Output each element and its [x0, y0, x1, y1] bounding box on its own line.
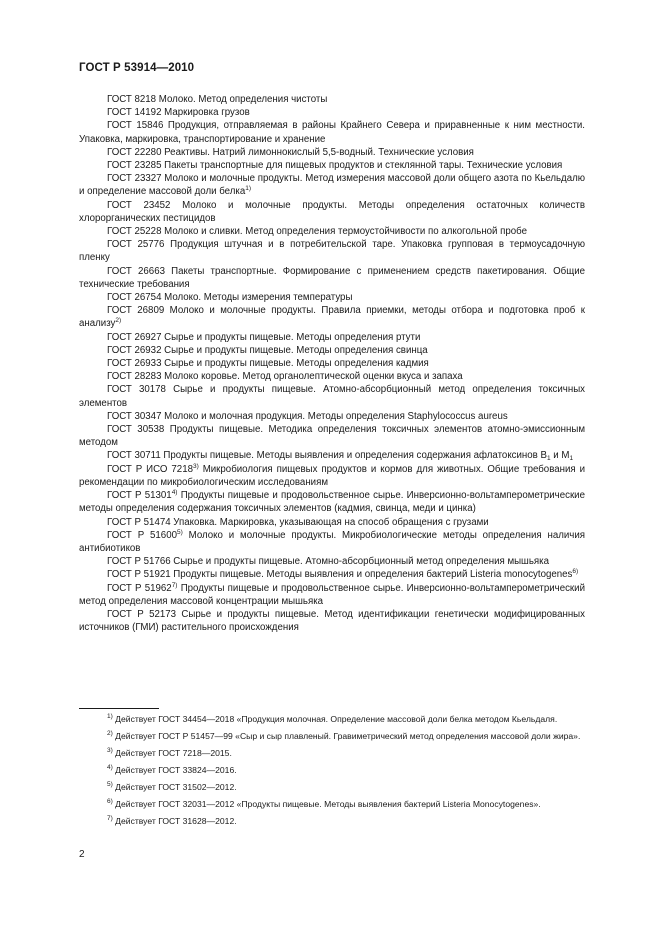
reference-item: ГОСТ Р 51921 Продукты пищевые. Методы выявления и определения бактерий Listeria monocytogenes$^{6)}$	[107, 568, 579, 581]
footnote-mark: 1)	[245, 185, 252, 193]
page-header: ГОСТ Р 53914—2010	[79, 62, 195, 74]
reference-item: ГОСТ 15846 Продукция, отправляемая в районы Крайнего Севера и приравненные к ним местности. Упаковка, маркировка, транспортирование и хранение	[79, 120, 585, 145]
reference-item: ГОСТ 30347 Молоко и молочная продукция. Методы определения Staphylococcus aureus	[107, 410, 508, 422]
footnote-mark: 3)	[192, 462, 199, 470]
reference-item: ГОСТ Р 51766 Сырье и продукты пищевые. Атомно-абсорбционный метод определения мышьяка	[107, 556, 549, 568]
reference-item: ГОСТ 25228 Молоко и сливки. Метод определения термоустойчивости по алкогольной пробе	[107, 226, 528, 238]
reference-item: ГОСТ Р 51474 Упаковка. Маркировка, указывающая на способ обращения с грузами	[107, 516, 489, 528]
reference-item: ГОСТ 26754 Молоко. Методы измерения температуры	[107, 292, 353, 304]
footnote-item: $^{2)}$ Действует ГОСТ Р 51457—99 «Сыр и сыр плавленый. Гравиметрический метод определения массовой доли жира».	[107, 730, 581, 741]
subscript: 1	[546, 455, 551, 463]
footnote-item: $^{5)}$ Действует ГОСТ 31502—2012.	[107, 781, 237, 792]
reference-item: ГОСТ Р 51600$^{5)}$ Молоко и молочные продукты. Микробиологические методы определения наличия антибиотиков	[79, 528, 585, 554]
reference-item: ГОСТ 8218 Молоко. Метод определения чистоты	[107, 94, 328, 105]
footnote-item: $^{3)}$ Действует ГОСТ 7218—2015.	[107, 747, 232, 758]
reference-item: ГОСТ 30711 Продукты пищевые. Методы выявления и определения содержания афлатоксинов $В_1$ и $М_1$	[107, 450, 574, 463]
reference-item: ГОСТ 23285 Пакеты транспортные для пищевых продуктов и стеклянной тары. Технические условия	[107, 160, 563, 172]
reference-item: ГОСТ Р 51301$^{4)}$ Продукты пищевые и продовольственное сырье. Инверсионно-вольтамперометрические методы определения содержания токсичных элементов (кадмия, свинца, меди и цинка)	[79, 489, 585, 515]
footnote-item: $^{1)}$ Действует ГОСТ 34454—2018 «Продукция молочная. Определение массовой доли белка методом Кьельдаля.	[107, 713, 558, 724]
subscript: 1	[569, 455, 574, 463]
footnote-mark: 7)	[171, 581, 178, 589]
footnote-item: $^{4)}$ Действует ГОСТ 33824—2016.	[107, 764, 237, 775]
reference-item: ГОСТ 23327 Молоко и молочные продукты. Метод измерения массовой доли общего азота по Кьельдалю и определение массовой доли белка$^{1)}$	[79, 173, 585, 198]
reference-item: ГОСТ 26663 Пакеты транспортные. Формирование с применением средств пакетирования. Общие технические требования	[79, 265, 585, 290]
footnote-mark: 2)	[115, 317, 122, 325]
reference-item: ГОСТ Р ИСО 7218$^{3)}$ Микробиология пищевых продуктов и кормов для животных. Общие требования и рекомендации по микробиологическим исследованиям	[79, 462, 585, 488]
normative-references-list	[79, 93, 585, 634]
reference-item: ГОСТ 23452 Молоко и молочные продукты. Методы определения остаточных количеств хлорорганических пестицидов	[79, 199, 585, 224]
reference-item: ГОСТ 26932 Сырье и продукты пищевые. Методы определения свинца	[107, 344, 428, 356]
reference-item: ГОСТ 26927 Сырье и продукты пищевые. Методы определения ртути	[107, 331, 421, 343]
footnote-separator	[79, 708, 159, 709]
footnote-item: $^{6)}$ Действует ГОСТ 32031—2012 «Продукты пищевые. Методы выявления бактерий Listeria Monocytogenes».	[107, 798, 541, 809]
reference-item: ГОСТ 25776 Продукция штучная и в потребительской таре. Упаковка групповая в термоусадочную пленку	[79, 239, 585, 264]
footnotes	[79, 713, 585, 832]
reference-item: ГОСТ 26809 Молоко и молочные продукты. Правила приемки, методы отбора и подготовка проб к анализу$^{2)}$	[79, 305, 585, 330]
footnote-mark: 4)	[171, 489, 178, 497]
reference-item: ГОСТ 26933 Сырье и продукты пищевые. Методы определения кадмия	[107, 358, 429, 370]
reference-item: ГОСТ 22280 Реактивы. Натрий лимоннокислый 5,5-водный. Технические условия	[107, 146, 474, 158]
page-number: 2	[79, 849, 85, 860]
reference-item: ГОСТ 30538 Продукты пищевые. Методика определения токсичных элементов атомно-эмиссионным методом	[79, 424, 585, 449]
footnote-mark: 5)	[176, 528, 183, 536]
footnote-mark: 6)	[572, 568, 579, 576]
reference-item: ГОСТ 14192 Маркировка грузов	[107, 107, 250, 119]
reference-item: ГОСТ 28283 Молоко коровье. Метод органолептической оценки вкуса и запаха	[107, 371, 463, 383]
reference-item: ГОСТ Р 51962$^{7)}$ Продукты пищевые и продовольственное сырье. Инверсионно-вольтамперометрический метод определения массовой концентрации мышьяка	[79, 581, 585, 607]
reference-item: ГОСТ Р 52173 Сырье и продукты пищевые. Метод идентификации генетически модифицированных источников (ГМИ) растительного происхождения	[79, 608, 585, 634]
footnote-item: $^{7)}$ Действует ГОСТ 31628—2012.	[107, 815, 237, 826]
reference-item: ГОСТ 30178 Сырье и продукты пищевые. Атомно-абсорбционный метод определения токсичных элементов	[79, 384, 585, 409]
